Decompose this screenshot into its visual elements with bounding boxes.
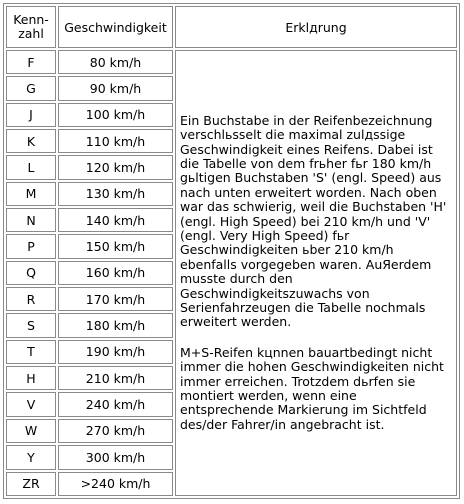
speed-value-cell: >240 km/h xyxy=(58,472,173,497)
speed-code-cell: V xyxy=(6,392,56,416)
speed-value-cell: 150 km/h xyxy=(58,234,173,258)
speed-value-cell: 190 km/h xyxy=(58,340,173,364)
speed-code-cell: F xyxy=(6,50,56,74)
speed-value-cell: 120 km/h xyxy=(58,155,173,179)
header-row xyxy=(6,6,457,48)
speed-value-cell: 210 km/h xyxy=(58,366,173,390)
speed-code-cell: N xyxy=(6,208,56,232)
speed-code-cell: T xyxy=(6,340,56,364)
speed-value-cell: 100 km/h xyxy=(58,103,173,127)
header-code xyxy=(6,6,56,48)
paragraph-spacer xyxy=(180,330,453,346)
speed-value-cell: 300 km/h xyxy=(58,445,173,469)
table-row xyxy=(6,50,457,74)
speed-value-cell: 240 km/h xyxy=(58,392,173,416)
speed-code-cell: Q xyxy=(6,261,56,285)
header-explanation: Erklдrung xyxy=(175,6,457,48)
speed-code-cell: M xyxy=(6,182,56,206)
speed-index-table xyxy=(4,4,459,498)
speed-code-cell: S xyxy=(6,313,56,337)
speed-code-cell: G xyxy=(6,76,56,100)
header-code-line2: zahl xyxy=(18,26,44,41)
speed-value-cell: 160 km/h xyxy=(58,261,173,285)
speed-value-cell: 80 km/h xyxy=(58,50,173,74)
speed-code-cell: Y xyxy=(6,445,56,469)
header-code-line1: Kenn- xyxy=(13,12,49,27)
explanation-cell xyxy=(175,50,457,496)
speed-code-cell: R xyxy=(6,287,56,311)
speed-code-cell: K xyxy=(6,129,56,153)
speed-index-table-frame xyxy=(3,3,460,499)
header-speed: Geschwindigkeit xyxy=(58,6,173,48)
speed-code-cell: ZR xyxy=(6,472,56,497)
speed-value-cell: 130 km/h xyxy=(58,182,173,206)
speed-value-cell: 140 km/h xyxy=(58,208,173,232)
speed-code-cell: L xyxy=(6,155,56,179)
speed-value-cell: 110 km/h xyxy=(58,129,173,153)
speed-value-cell: 180 km/h xyxy=(58,313,173,337)
speed-code-cell: J xyxy=(6,103,56,127)
speed-value-cell: 90 km/h xyxy=(58,76,173,100)
explanation-paragraph-2: M+S-Reifen kцnnen bauartbedingt nicht immer die hohen Geschwindigkeiten nicht immer erreichen. Trotzdem dьrfen sie montiert werden, wenn eine entsprechende Markierung im Sichtfeld des/der Fahrer/in angebracht ist. xyxy=(180,344,444,432)
speed-code-cell: P xyxy=(6,234,56,258)
speed-code-cell: H xyxy=(6,366,56,390)
speed-value-cell: 170 km/h xyxy=(58,287,173,311)
speed-code-cell: W xyxy=(6,419,56,443)
speed-value-cell: 270 km/h xyxy=(58,419,173,443)
explanation-paragraph-1: Ein Buchstabe in der Reifenbezeichnung verschlьsselt die maximal zulдssige Geschwindigkeit eines Reifens. Dabei ist die Tabelle von dem frьher fьr 180 km/h gьltigen Buchstaben 'S' (engl. Speed) aus nach unten erweitert worden. Nach oben war das schwierig, weil die Buchstaben 'H' (engl. High Speed) bei 210 km/h und 'V' (engl. Very High Speed) fьr Geschwindigkeiten ьber 210 km/h ebenfalls vorgegeben waren. AuЯerdem musste durch den Geschwindigkeitszuwachs von Serienfahrzeugen die Tabelle nochmals erweitert werden. xyxy=(180,112,447,330)
